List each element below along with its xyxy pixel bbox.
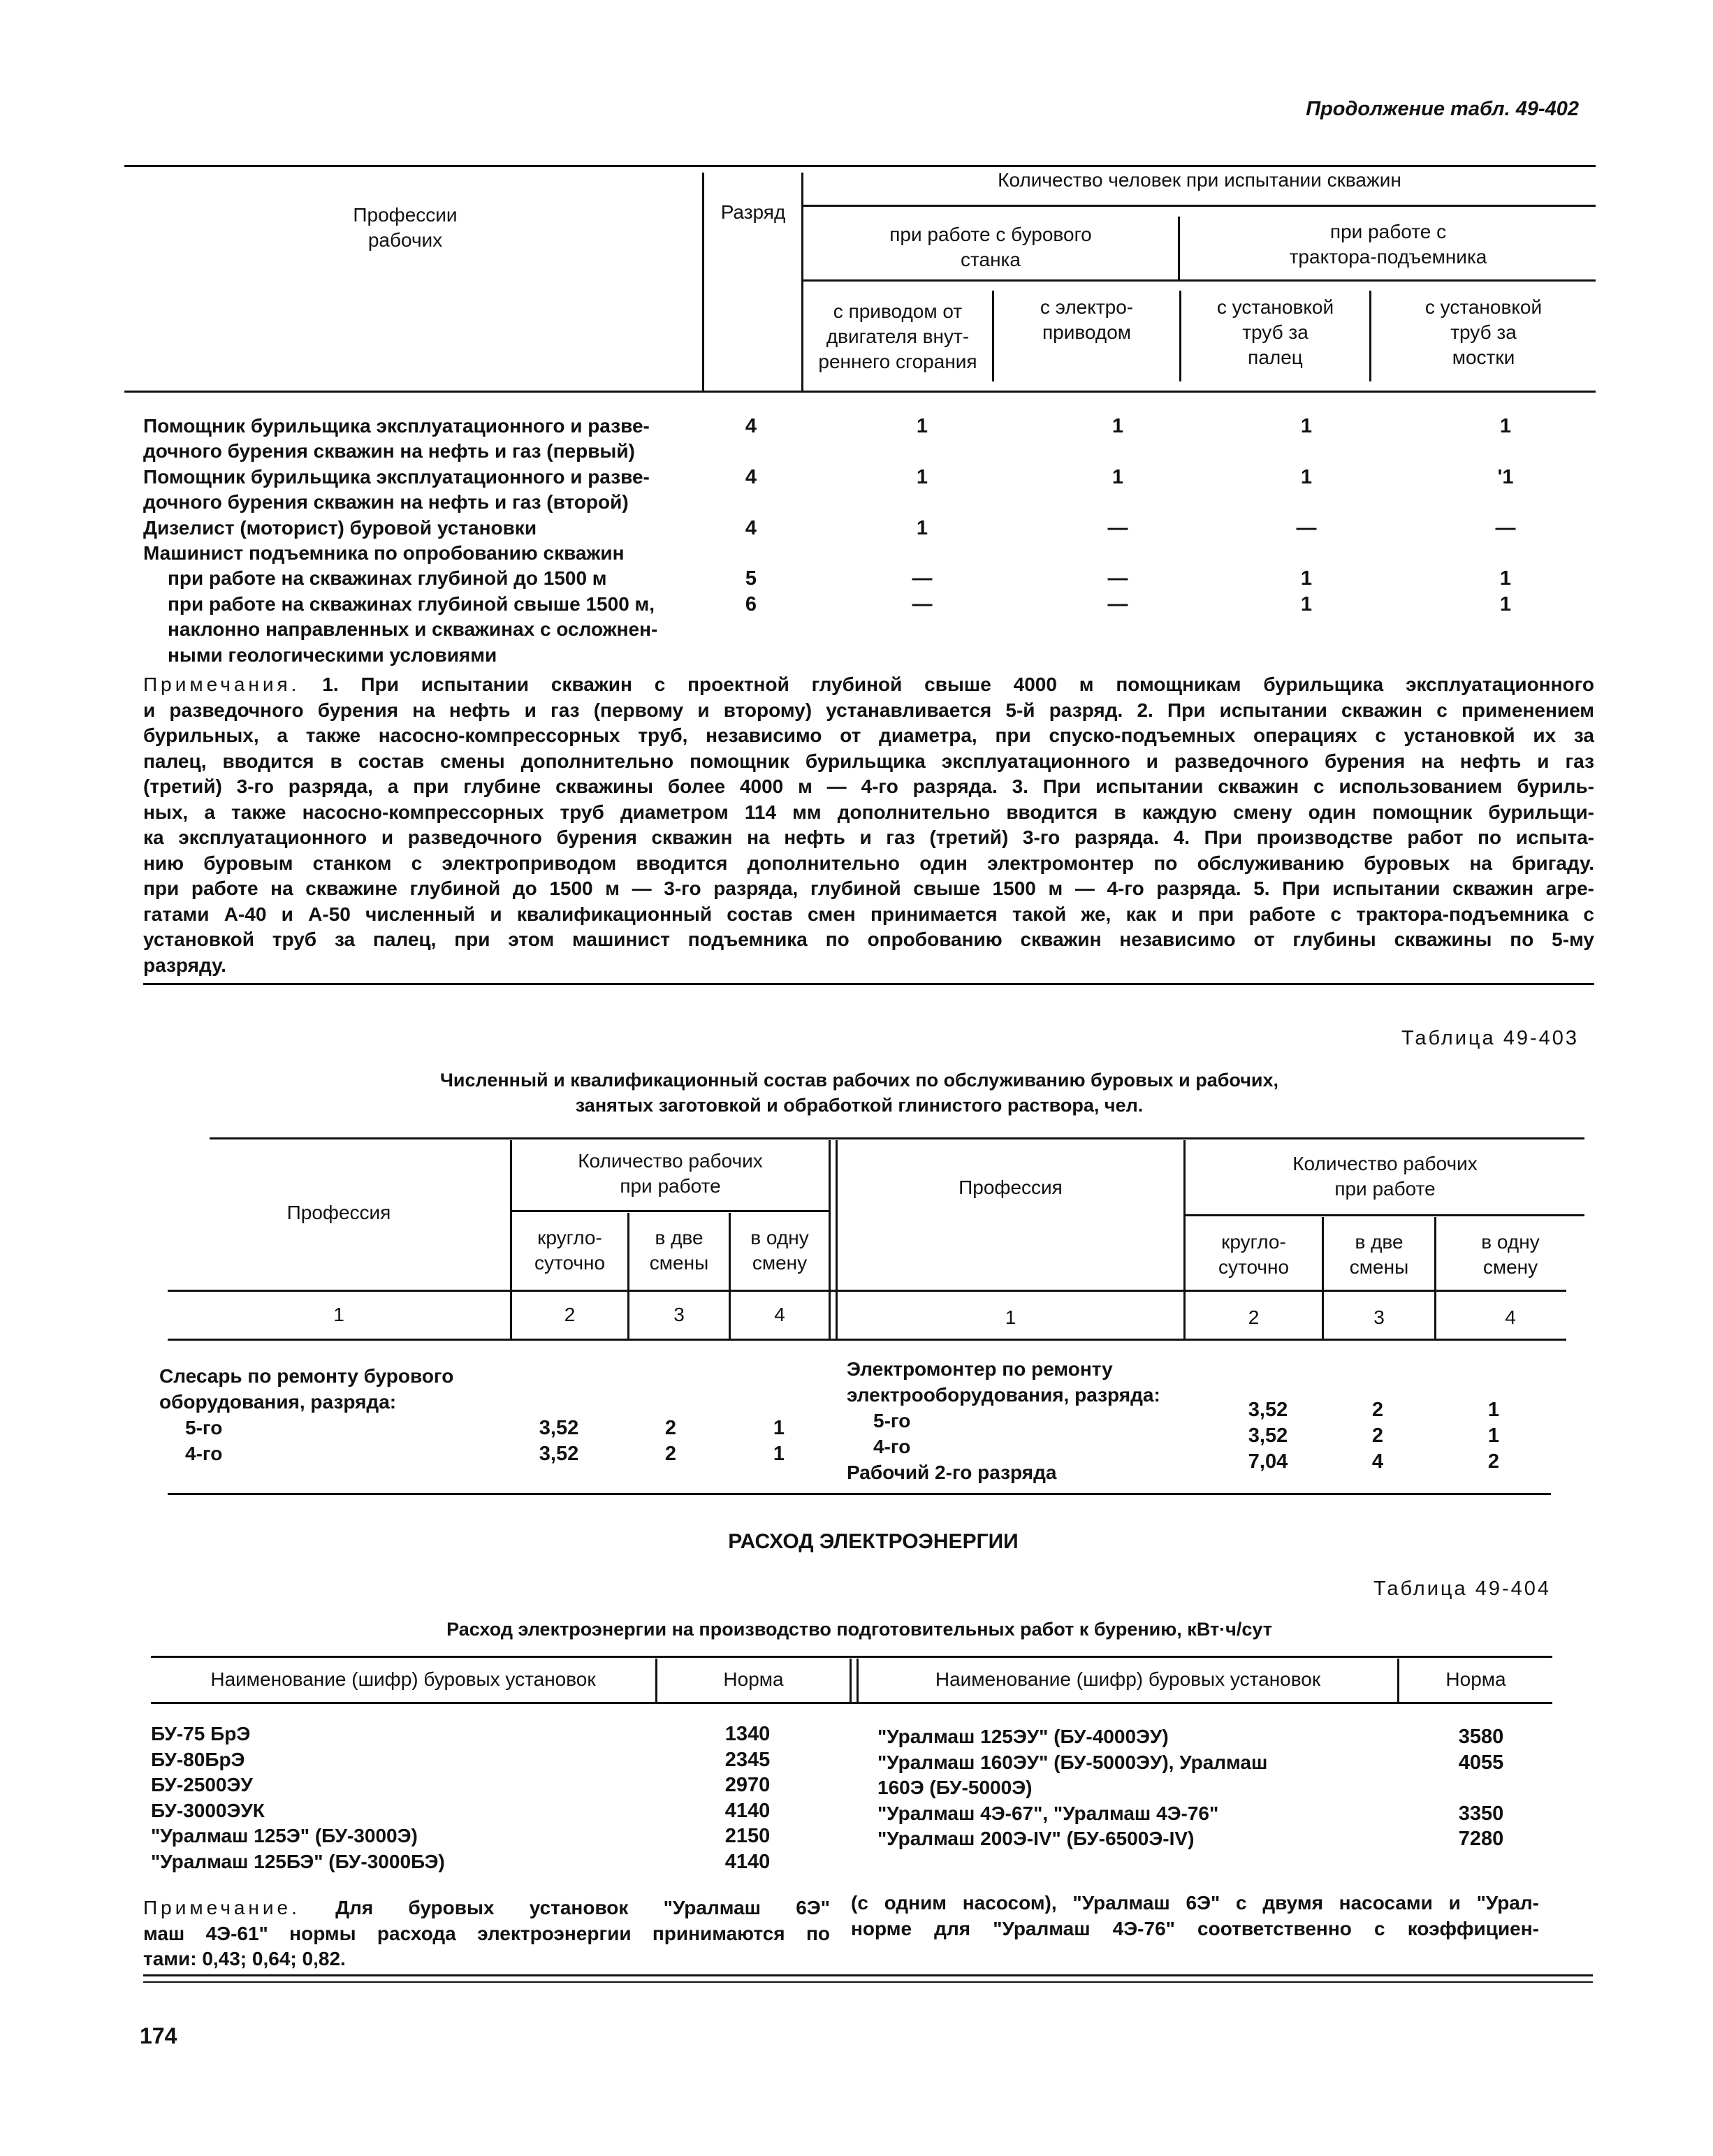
t402-row-rank: 5 xyxy=(745,567,757,590)
t404-right-row-norm: 3350 xyxy=(1458,1802,1504,1825)
t404-head-name-left: Наименование (шифр) буровых установок xyxy=(210,1668,596,1690)
page-number: 174 xyxy=(140,2023,177,2048)
t404-left-row-name: "Уралмаш 125Э" (БУ-3000Э) xyxy=(151,1825,418,1847)
t403-num-right-1: 1 xyxy=(1005,1306,1016,1328)
t402-row-v4: 1 xyxy=(1499,592,1512,616)
t403-right-row-text: электрооборудования, разряда: xyxy=(847,1384,1160,1406)
t403-right-row-c: 1 xyxy=(1487,1425,1500,1447)
t404-note-left: Примечание. Для буровых установок "Уралмаш 6Э" маш 4Э-61" нормы расхода электроэнергии принимаются по тами: 0,43; 0,64; 0,82. xyxy=(143,1897,831,1969)
t402-head-group1: при работе с бурового станка xyxy=(889,224,1092,270)
t402-note: Примечания. 1. При испытании скважин с проектной глубиной свыше 4000 м помощникам бурильщика эксплуатационного и разведочного бурения на нефть и газ (первому и второму) устанавливается 5-й разряд. 2. При испытании скважин с применением бурильных, а также насосно-компрессорных труб, независимо от диаметра, при спуско-подъемных операциях с установкой их за палец, вводится в состав смены дополнительно помощник бурильщика эксплуатационного и разведочного бурения на нефть и газ (третий) 3-го разряда, а при глубине скважины более 4000 м — 4-го разряда. 3. При испытании скважин с использованием буриль- ных, а также насосно-компрессорных труб диаметром 114 мм дополнительно вводится в каждую смену один помощник бурильщи- ка эксплуатационного и разведочного бурения скважин на нефть и газ (третий) 3-го разряда. 4. При производстве работ по испыта- нию буровым станком с электроприводом вводится дополнительно один электромонтер по обслуживанию буровых на бригаду. при работе на скважине глубиной до 1500 м — 3-го разряда, глубиной свыше 1500 м — 4-го разряда. 5. При испытании скважин агре- гатами А-40 и А-50 численный и квалификационный состав смен принимается такой же, как и при работе с трактора-подъемника с установкой труб за палец, при этом машинист подъемника по опробованию скважин независимо от глубины скважины по 5-му разряду. xyxy=(143,673,1594,976)
t404-note-right: (с одним насосом), "Уралмаш 6Э" с двумя насосами и "Урал- норме для "Уралмаш 4Э-76" соответственно с коэффициен- xyxy=(851,1892,1539,1939)
t403-num-left-4: 4 xyxy=(774,1304,785,1325)
t402-head-sub1: с приводом от двигателя внут- реннего сгорания xyxy=(818,300,977,372)
t404-left-row-name: "Уралмаш 125БЭ" (БУ-3000БЭ) xyxy=(151,1850,445,1872)
t402-row-text: дочного бурения скважин на нефть и газ (второй) xyxy=(143,491,629,513)
t404-head-norm-left: Норма xyxy=(723,1668,784,1690)
t404-right-row-norm: 4055 xyxy=(1458,1751,1504,1774)
t404-left-row-norm: 2970 xyxy=(724,1774,771,1796)
t403-head-c2-right: в две смены xyxy=(1349,1231,1409,1278)
t404-left-row-norm: 4140 xyxy=(724,1850,771,1873)
t404-left-row-norm: 4140 xyxy=(724,1799,771,1822)
t404-right-row-name: "Уралмаш 4Э-67", "Уралмаш 4Э-76" xyxy=(877,1802,1219,1824)
t402-row-v2: 1 xyxy=(1111,415,1124,437)
t402-row-rank: 4 xyxy=(745,465,757,488)
t402-row-v3: — xyxy=(1296,516,1317,539)
t403-right-row-text: Электромонтер по ремонту xyxy=(847,1358,1113,1380)
t403-right-row-c: 1 xyxy=(1487,1399,1500,1421)
t403-right-row-b: 4 xyxy=(1371,1450,1384,1473)
t403-right-row-text: 4-го xyxy=(873,1436,911,1457)
t402-row-text: наклонно направленных и скважинах с осложнен- xyxy=(168,618,658,641)
t403-right-row-a: 3,52 xyxy=(1248,1399,1288,1421)
t404-left-row-name: БУ-75 БрЭ xyxy=(151,1723,251,1745)
t402-row-v1: 1 xyxy=(916,516,928,539)
t403-num-left-1: 1 xyxy=(333,1304,344,1325)
t404-right-row-name: "Уралмаш 160ЭУ" (БУ-5000ЭУ), Уралмаш xyxy=(877,1751,1268,1773)
t403-right-row-b: 2 xyxy=(1371,1399,1384,1421)
t402-head-sub2: с электро- приводом xyxy=(1040,296,1134,343)
t402-row-text: Помощник бурильщика эксплуатационного и разве- xyxy=(143,465,650,488)
t403-caption-line1: Численный и квалификационный состав рабочих по обслуживанию буровых и рабочих, xyxy=(439,1070,1279,1091)
t402-row-v4: 1 xyxy=(1499,415,1512,437)
t403-left-row-a: 3,52 xyxy=(539,1417,579,1439)
t402-row-v1: 1 xyxy=(916,415,928,437)
t403-left-row-a: 3,52 xyxy=(539,1443,579,1465)
t402-row-v2: — xyxy=(1107,567,1128,590)
t402-head-group2: при работе с трактора-подъемника xyxy=(1289,221,1487,268)
t402-row-text: дочного бурения скважин на нефть и газ (первый) xyxy=(143,440,635,462)
t403-head-count-left: Количество рабочих при работе xyxy=(578,1150,763,1197)
t403-label: Таблица 49-403 xyxy=(1401,1027,1579,1049)
t403-caption-line2: занятых заготовкой и обработкой глинистого раствора, чел. xyxy=(575,1095,1144,1116)
t403-right-row-a: 7,04 xyxy=(1248,1450,1288,1473)
t403-num-right-2: 2 xyxy=(1248,1306,1260,1328)
t403-left-row-text: 4-го xyxy=(185,1443,223,1464)
t403-head-c3-left: в одну смену xyxy=(750,1227,809,1274)
t402-row-v3: 1 xyxy=(1300,415,1313,437)
t402-row-text: Дизелист (моторист) буровой установки xyxy=(143,516,537,539)
t404-note-label: Примечание. xyxy=(143,1897,300,1918)
t402-head-rank: Разряд xyxy=(720,201,786,223)
t402-head-sub3: с установкой труб за палец xyxy=(1216,296,1334,368)
t402-row-v2: 1 xyxy=(1111,465,1124,488)
section-title: РАСХОД ЭЛЕКТРОЭНЕРГИИ xyxy=(728,1530,1019,1553)
t402-head-profession: Профессии рабочих xyxy=(353,204,458,251)
t402-row-v4: — xyxy=(1495,516,1516,539)
t402-row-v1: — xyxy=(912,592,933,616)
t403-num-right-3: 3 xyxy=(1373,1306,1385,1328)
t404-right-row-norm: 7280 xyxy=(1458,1828,1504,1850)
t402-row-text: Помощник бурильщика эксплуатационного и разве- xyxy=(143,415,650,437)
t402-row-rank: 6 xyxy=(745,592,757,616)
t402-row-v4: '1 xyxy=(1497,465,1514,488)
t403-left-row-text: оборудования, разряда: xyxy=(159,1391,397,1413)
t402-row-v2: — xyxy=(1107,516,1128,539)
t404-left-row-norm: 2150 xyxy=(724,1825,771,1847)
t404-left-row-name: БУ-80БрЭ xyxy=(151,1748,245,1770)
t404-right-row-norm: 3580 xyxy=(1458,1726,1504,1748)
t403-left-row-b: 2 xyxy=(664,1443,677,1465)
t403-head-c1-right: кругло- суточно xyxy=(1218,1231,1290,1278)
t403-left-row-b: 2 xyxy=(664,1417,677,1439)
t404-right-row-name: 160Э (БУ-5000Э) xyxy=(877,1777,1033,1798)
t403-right-row-text: 5-го xyxy=(873,1410,911,1432)
t402-row-v3: 1 xyxy=(1300,592,1313,616)
t403-num-left-3: 3 xyxy=(673,1304,685,1325)
t403-right-row-a: 3,52 xyxy=(1248,1425,1288,1447)
running-header: Продолжение табл. 49-402 xyxy=(1306,98,1579,120)
t402-head-sub4: с установкой труб за мостки xyxy=(1424,296,1543,368)
t403-num-right-4: 4 xyxy=(1505,1306,1516,1328)
t403-head-c3-right: в одну смену xyxy=(1481,1231,1540,1278)
t403-right-row-b: 2 xyxy=(1371,1425,1384,1447)
t404-left-row-norm: 1340 xyxy=(724,1723,771,1745)
t402-row-text: при работе на скважинах глубиной до 1500 м xyxy=(168,567,607,590)
t404-left-row-name: БУ-2500ЭУ xyxy=(151,1774,253,1796)
t402-note-label: Примечания. xyxy=(143,673,300,695)
t403-left-row-text: 5-го xyxy=(185,1417,223,1438)
t402-row-v4: 1 xyxy=(1499,567,1512,590)
t402-row-v3: 1 xyxy=(1300,567,1313,590)
t403-left-row-c: 1 xyxy=(773,1417,785,1439)
t403-head-c1-left: кругло- суточно xyxy=(534,1227,606,1274)
t404-caption: Расход электроэнергии на производство подготовительных работ к бурению, кВт·ч/сут xyxy=(446,1619,1272,1640)
t402-row-text: Машинист подъемника по опробованию скважин xyxy=(143,542,625,564)
t402-row-v1: — xyxy=(912,567,933,590)
t402-row-text: при работе на скважинах глубиной свыше 1500 м, xyxy=(168,592,655,615)
t402-row-text: ными геологическими условиями xyxy=(168,643,497,666)
t404-left-row-norm: 2345 xyxy=(724,1748,771,1771)
t403-left-row-c: 1 xyxy=(773,1443,785,1465)
t404-head-norm-right: Норма xyxy=(1445,1668,1506,1690)
t402-head-count-title: Количество человек при испытании скважин xyxy=(998,169,1401,191)
t403-left-row-text: Слесарь по ремонту бурового xyxy=(159,1365,454,1387)
t404-left-row-name: БУ-3000ЭУК xyxy=(151,1799,265,1821)
t402-row-v2: — xyxy=(1107,592,1128,616)
t403-head-profession-right: Профессия xyxy=(958,1177,1063,1198)
t403-head-c2-left: в две смены xyxy=(649,1227,709,1274)
t404-right-row-name: "Уралмаш 125ЭУ" (БУ-4000ЭУ) xyxy=(877,1726,1169,1747)
t404-head-name-right: Наименование (шифр) буровых установок xyxy=(935,1668,1321,1690)
t402-row-v1: 1 xyxy=(916,465,928,488)
t402-row-v3: 1 xyxy=(1300,465,1313,488)
t403-right-row-text: Рабочий 2-го разряда xyxy=(847,1462,1057,1483)
t402-row-rank: 4 xyxy=(745,516,757,539)
t404-label: Таблица 49-404 xyxy=(1373,1578,1551,1600)
t402-row-rank: 4 xyxy=(745,415,757,437)
t403-right-row-c: 2 xyxy=(1487,1450,1500,1473)
t404-right-row-name: "Уралмаш 200Э-IV" (БУ-6500Э-IV) xyxy=(877,1828,1195,1849)
t403-head-count-right: Количество рабочих при работе xyxy=(1292,1153,1478,1200)
t403-head-profession-left: Профессия xyxy=(286,1202,391,1223)
t403-num-left-2: 2 xyxy=(564,1304,576,1325)
